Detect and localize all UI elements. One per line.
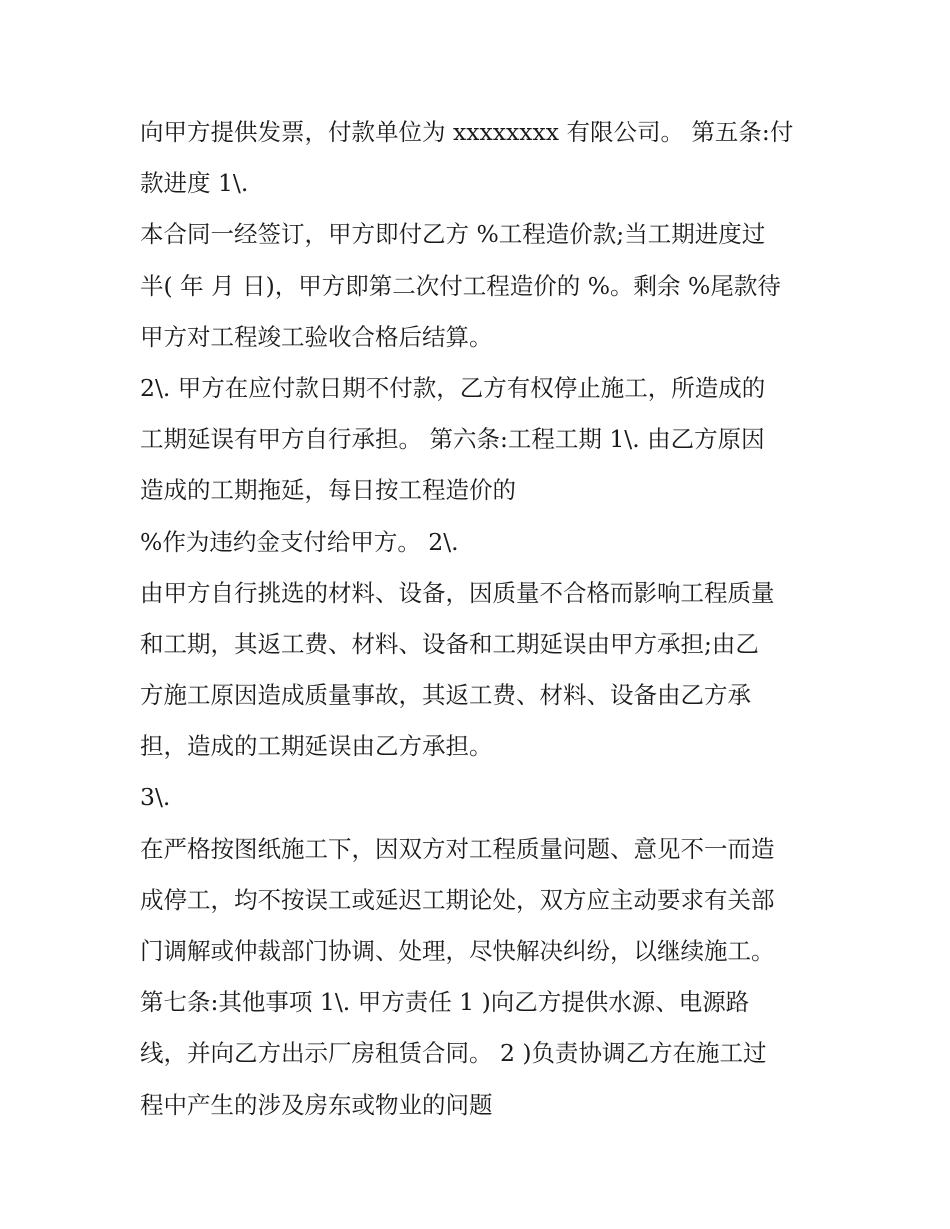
text-line: 2\. 甲方在应付款日期不付款，乙方有权停止施工，所造成的	[140, 373, 766, 402]
text-line: 向甲方提供发票，付款单位为 xxxxxxxx 有限公司。 第五条:付	[140, 118, 794, 146]
text-line: 程中产生的涉及房东或物业的问题	[140, 1090, 493, 1119]
text-line: 甲方对工程竣工验收合格后结算。	[140, 322, 493, 351]
text-line: 款进度 1\.	[140, 169, 249, 198]
text-line: 线，并向乙方出示厂房租赁合同。 2 )负责协调乙方在施工过	[140, 1039, 767, 1068]
text-line: 第七条:其他事项 1\. 甲方责任 1 )向乙方提供水源、电源路	[140, 988, 750, 1017]
text-line: 方施工原因造成质量事故，其返工费、材料、设备由乙方承	[140, 681, 751, 710]
text-line: 成停工，均不按误工或延迟工期论处，双方应主动要求有关部	[140, 885, 775, 914]
document-body	[140, 107, 820, 1131]
text-line: 造成的工期拖延，每日按工程造价的	[140, 476, 516, 505]
text-line: 门调解或仲裁部门协调、处理，尽快解决纠纷，以继续施工。	[140, 937, 775, 965]
text-line: 半( 年 月 日)，甲方即第二次付工程造价的 %。剩余 %尾款待	[140, 271, 781, 300]
text-line: 担，造成的工期延误由乙方承担。	[140, 732, 493, 761]
text-line: 由甲方自行挑选的材料、设备，因质量不合格而影响工程质量	[140, 578, 775, 607]
text-line: %作为违约金支付给甲方。 2\.	[140, 527, 459, 556]
text-line: 3\.	[140, 783, 171, 812]
text-line: 工期延误有甲方自行承担。 第六条:工程工期 1\. 由乙方原因	[140, 425, 765, 454]
text-line: 在严格按图纸施工下，因双方对工程质量问题、意见不一而造	[140, 834, 775, 863]
text-line: 和工期，其返工费、材料、设备和工期延误由甲方承担;由乙	[140, 629, 759, 658]
text-line: 本合同一经签订，甲方即付乙方 %工程造价款;当工期进度过	[140, 220, 766, 249]
